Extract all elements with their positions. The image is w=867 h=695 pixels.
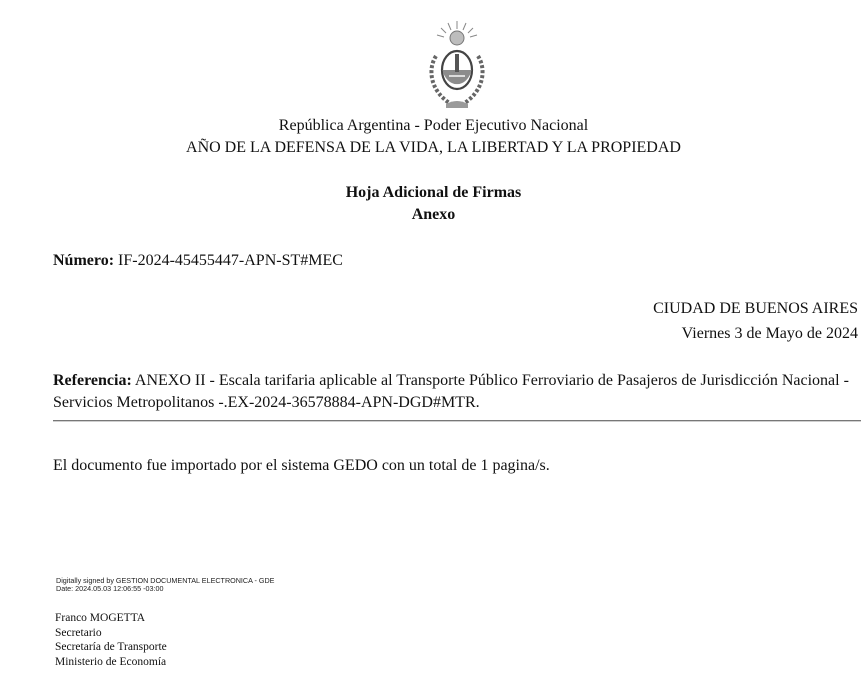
header-line-2: AÑO DE LA DEFENSA DE LA VIDA, LA LIBERTAD Y LA PROPIEDAD <box>186 139 681 156</box>
referencia-text: ANEXO II - Escala tarifaria aplicable al Transporte Público Ferroviario de Pasajeros de Jurisdicción Nacional - Servicios Metropolitanos -.EX-2024-36578884-APN-DGD#MTR. <box>53 372 849 411</box>
body-text: El documento fue importado por el sistema GEDO con un total de 1 pagina/s. <box>53 457 550 474</box>
digital-signature-block <box>56 577 274 593</box>
date: Viernes 3 de Mayo de 2024 <box>681 325 858 342</box>
city: CIUDAD DE BUENOS AIRES <box>653 300 858 317</box>
argentina-coat-of-arms-icon <box>424 18 490 112</box>
digital-signature-line-1: Digitally signed by GESTION DOCUMENTAL ELECTRONICA - GDE <box>56 576 275 585</box>
numero-row <box>53 251 343 271</box>
signer-ministry: Ministerio de Economía <box>55 655 167 668</box>
signer-role: Secretario <box>55 626 102 639</box>
signer-office: Secretaría de Transporte <box>55 641 167 653</box>
referencia-label: Referencia: <box>53 372 132 389</box>
document-subtitle: Anexo <box>411 206 456 223</box>
signer-block <box>55 611 167 669</box>
numero-label: Número: <box>53 252 115 269</box>
separator <box>53 420 861 422</box>
numero-value: IF-2024-45455447-APN-ST#MEC <box>118 252 343 269</box>
digital-signature-line-2: Date: 2024.05.03 12:06:55 -03:00 <box>56 584 164 593</box>
referencia <box>53 370 853 414</box>
header-line-1: República Argentina - Poder Ejecutivo Nacional <box>278 117 589 134</box>
signer-name: Franco MOGETTA <box>55 612 146 624</box>
document-title: Hoja Adicional de Firmas <box>345 184 522 201</box>
